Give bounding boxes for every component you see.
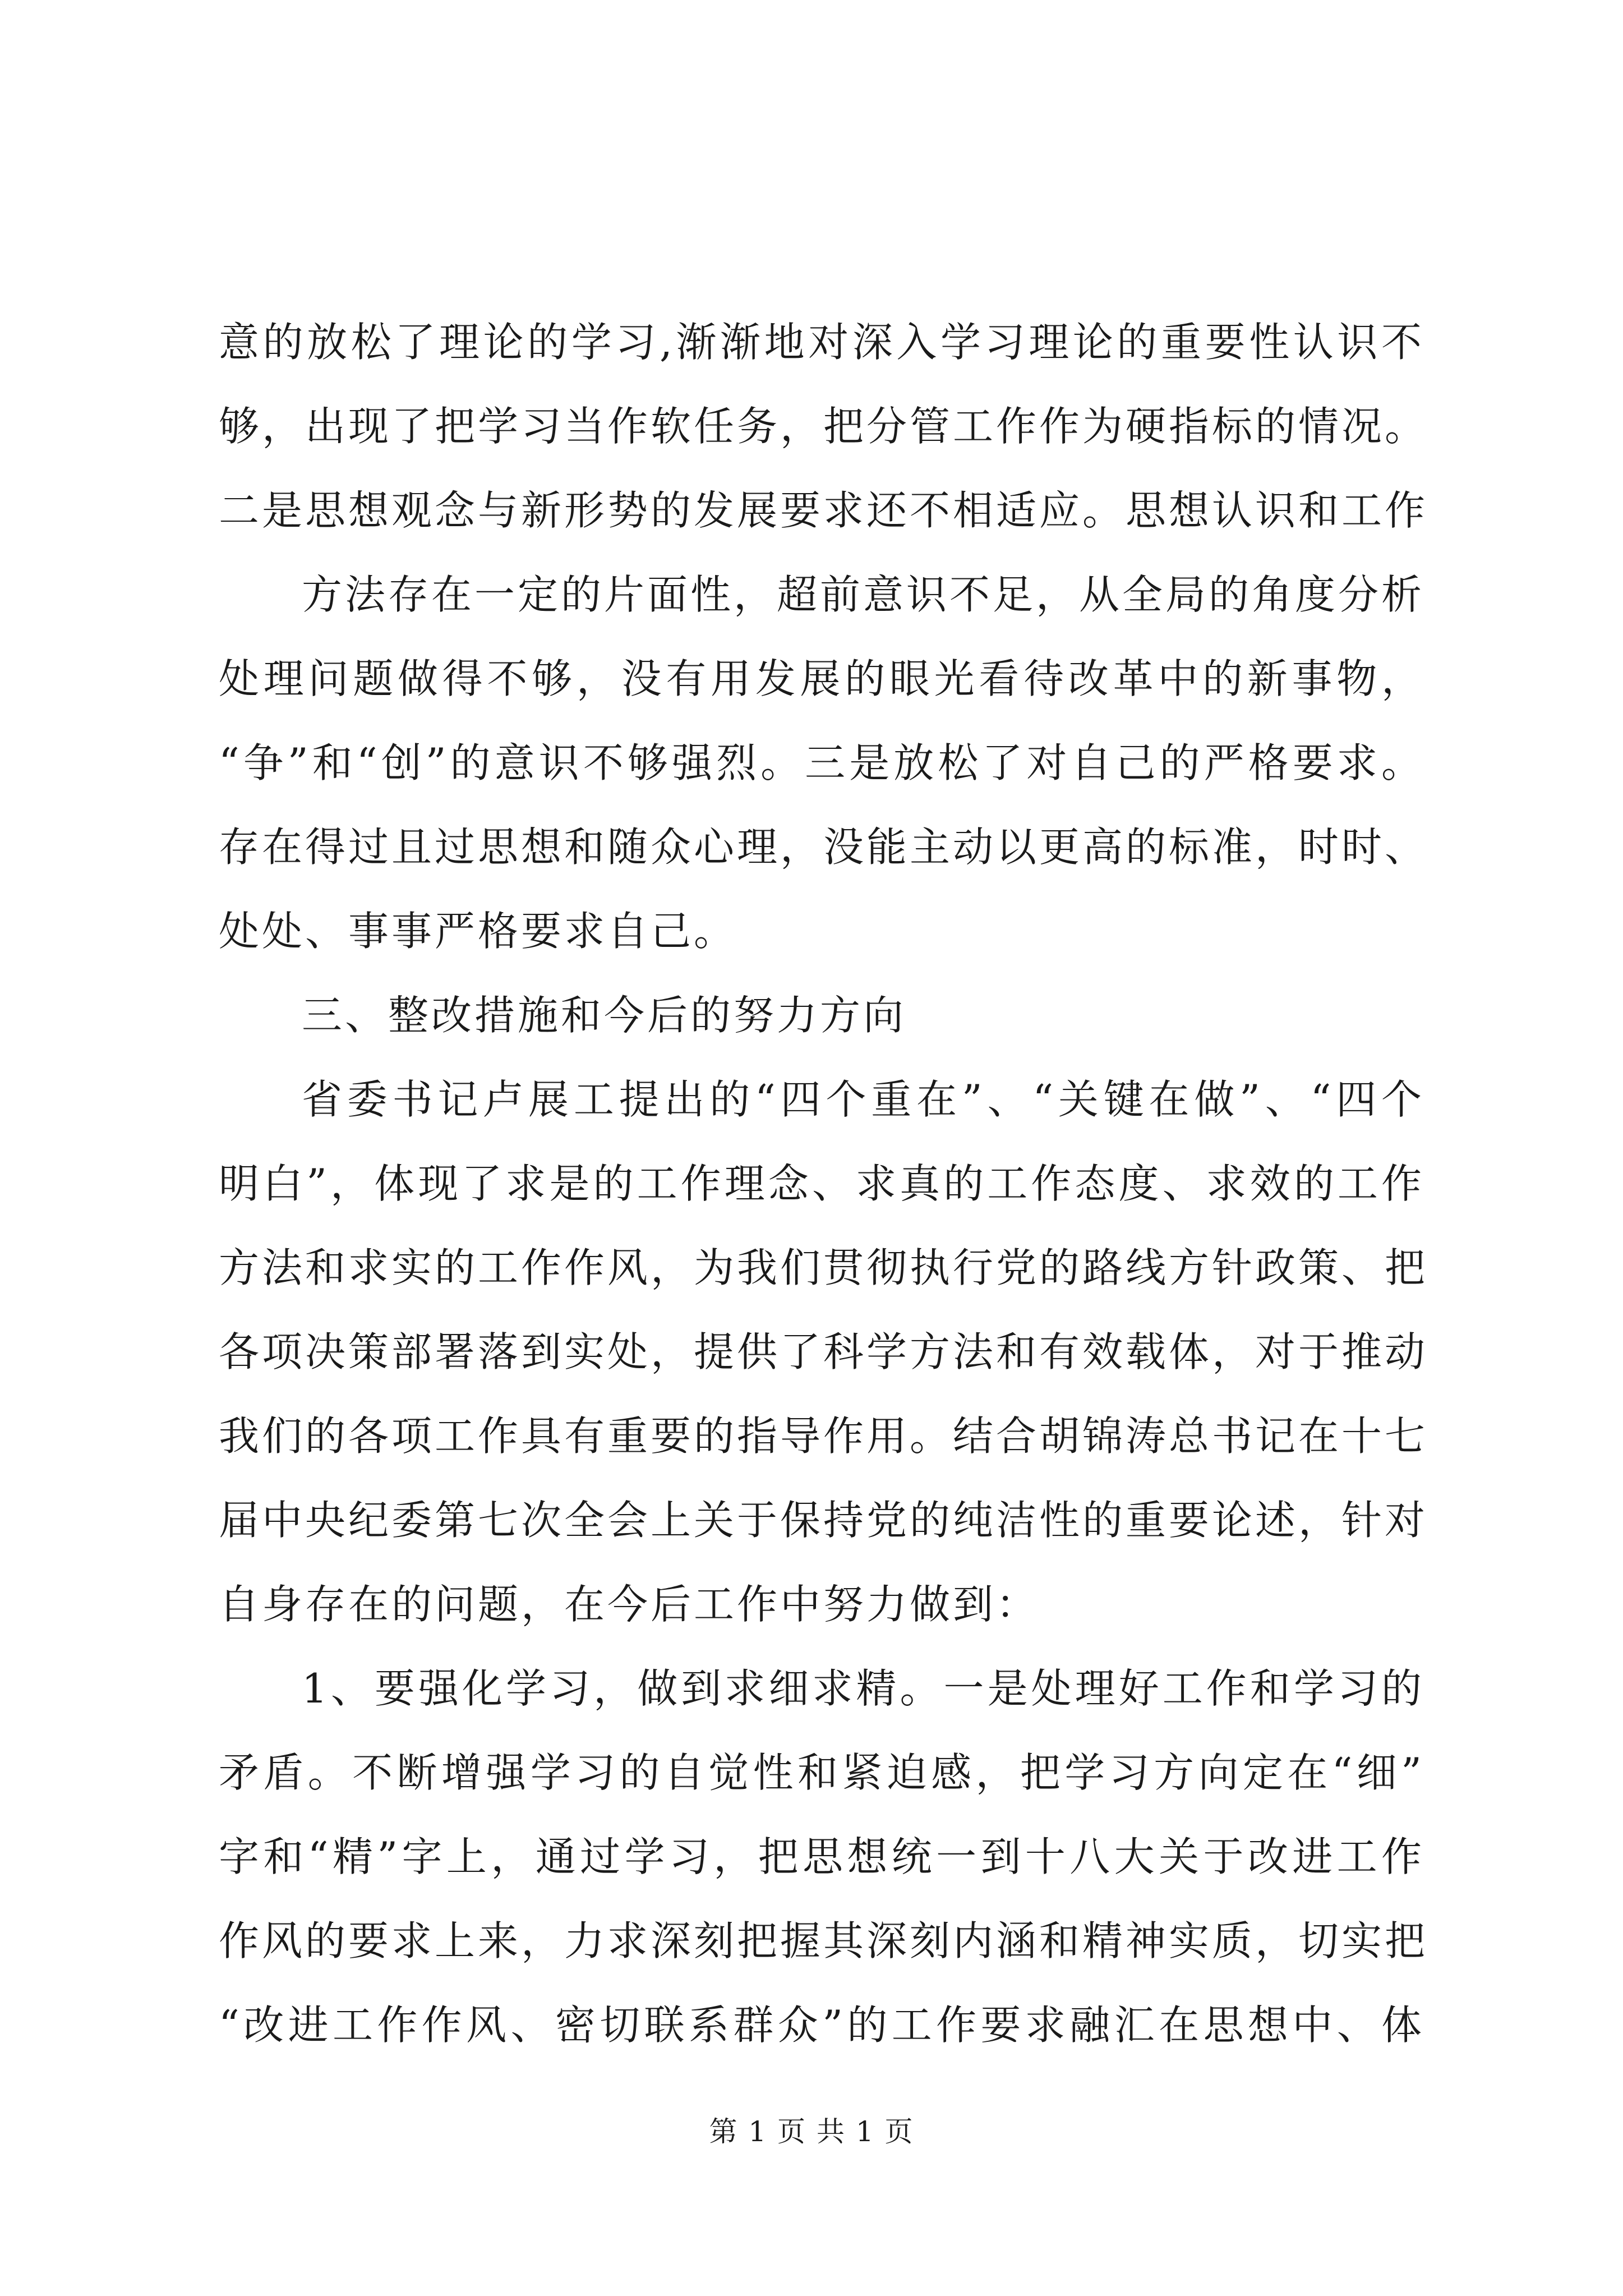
text-line: 意的放松了理论的学习,渐渐地对深入学习理论的重要性认识不 bbox=[219, 319, 1424, 366]
text-line: 自身存在的问题，在今后工作中努力做到： bbox=[219, 1581, 1040, 1628]
text-line: 我们的各项工作具有重要的指导作用。结合胡锦涛总书记在十七 bbox=[219, 1412, 1428, 1460]
text-line: 作风的要求上来，力求深刻把握其深刻内涵和精神实质，切实把 bbox=[219, 1917, 1428, 1964]
page-number-footer: 第 1 页 共 1 页 bbox=[709, 2115, 914, 2148]
text-line: 矛盾。不断增强学习的自觉性和紧迫感，把学习方向定在“细” bbox=[219, 1749, 1424, 1796]
text-line: 各项决策部署落到实处，提供了科学方法和有效载体，对于推动 bbox=[219, 1328, 1428, 1375]
text-line: “改进工作作风、密切联系群众”的工作要求融汇在思想中、体 bbox=[219, 2001, 1424, 2049]
text-line: “争”和“创”的意识不够强烈。三是放松了对自己的严格要求。 bbox=[219, 739, 1424, 786]
text-line: 省委书记卢展工提出的“四个重在”、“关键在做”、“四个 bbox=[302, 1076, 1424, 1123]
text-line: 存在得过且过思想和随众心理，没能主动以更高的标准，时时、 bbox=[219, 823, 1428, 871]
text-line: 1、要强化学习，做到求细求精。一是处理好工作和学习的 bbox=[302, 1665, 1424, 1712]
section-heading: 三、整改措施和今后的努力方向 bbox=[302, 992, 907, 1039]
text-line: 字和“精”字上，通过学习，把思想统一到十八大关于改进工作 bbox=[219, 1833, 1424, 1880]
text-line: 处理问题做得不够，没有用发展的眼光看待改革中的新事物， bbox=[219, 655, 1424, 702]
text-line: 明白”，体现了求是的工作理念、求真的工作态度、求效的工作 bbox=[219, 1160, 1424, 1207]
text-line: 届中央纪委第七次全会上关于保持党的纯洁性的重要论述，针对 bbox=[219, 1497, 1428, 1544]
text-line: 方法存在一定的片面性，超前意识不足，从全局的角度分析 bbox=[302, 571, 1425, 618]
text-line: 二是思想观念与新形势的发展要求还不相适应。思想认识和工作 bbox=[219, 487, 1428, 534]
text-line: 处处、事事严格要求自己。 bbox=[219, 908, 737, 955]
document-body bbox=[219, 300, 1428, 2067]
text-line: 方法和求实的工作作风，为我们贯彻执行党的路线方针政策、把 bbox=[219, 1244, 1428, 1291]
text-line: 够，出现了把学习当作软任务，把分管工作作为硬指标的情况。 bbox=[219, 403, 1428, 450]
